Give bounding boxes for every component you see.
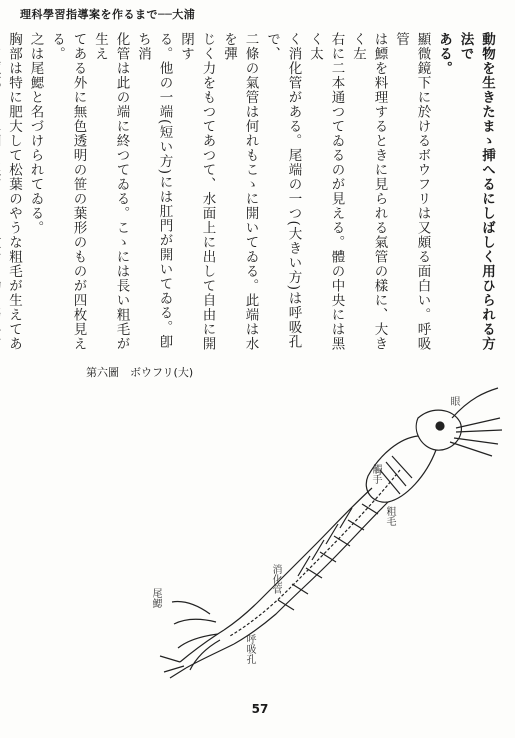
text-line: てある外に無色透明の笹の葉形のものが四枚見える。	[49, 32, 87, 351]
text-line: 顯微鏡下に於けるボウフリは又頗る面白い。呼吸管	[393, 32, 431, 351]
page-number: 57	[251, 702, 269, 716]
larva-gills	[172, 602, 220, 671]
larva-figure	[100, 378, 505, 678]
text-line	[0, 32, 3, 352]
figure-caption: 第六圖 ボウフリ(大)	[86, 366, 194, 379]
antenna-label: 觸手	[370, 464, 381, 484]
body-text	[6, 32, 497, 352]
text-line: 二條の氣管は何れもこゝに開いてゐる。此端は水を彈	[221, 32, 259, 351]
bristle-label: 粗毛	[384, 506, 395, 526]
breathing-hole-label: 呼吸孔	[244, 634, 255, 664]
text-line: 胸部は特に肥大して松葉のやうな粗毛が生えてあ	[6, 32, 22, 351]
text-line: く消化管がある。尾端の一つ(大きい方)は呼吸孔で、	[264, 32, 302, 350]
running-header: 理科學習指導案を作るまで──大浦	[20, 8, 196, 21]
larva-eye	[436, 422, 444, 430]
gill-label: 尾鰓	[150, 588, 161, 608]
larva-illustration	[100, 378, 505, 678]
larva-digestive-tract	[230, 470, 400, 636]
text-line: 右に二本通つてゐるのが見える。體の中央には黑く太	[307, 32, 345, 351]
text-line: る。他の一端(短い方)には肛門が開いてゐる。卽ち消	[135, 32, 173, 350]
larva-siphon	[180, 630, 224, 662]
digestive-tract-label: 消化管	[270, 564, 281, 594]
eye-label: 眼	[448, 396, 459, 406]
text-line: じく力をもつてあつて、水面上に出して自由に開閉す	[178, 32, 216, 351]
larva-abdomen	[224, 488, 372, 630]
text-line: は鰾を料理するときに見られる氣管の樣に、大きく左	[350, 32, 388, 351]
text-line: ある。	[436, 32, 452, 76]
text-line: 化管は此の端に終つてゐる。こゝには長い粗毛が生え	[92, 32, 130, 351]
text-line: 動物を生きたまゝ挿へるにしばしく用ひられる方法で	[457, 32, 495, 351]
text-line: 之は尾鰓と名づけられてゐる。	[27, 32, 44, 235]
